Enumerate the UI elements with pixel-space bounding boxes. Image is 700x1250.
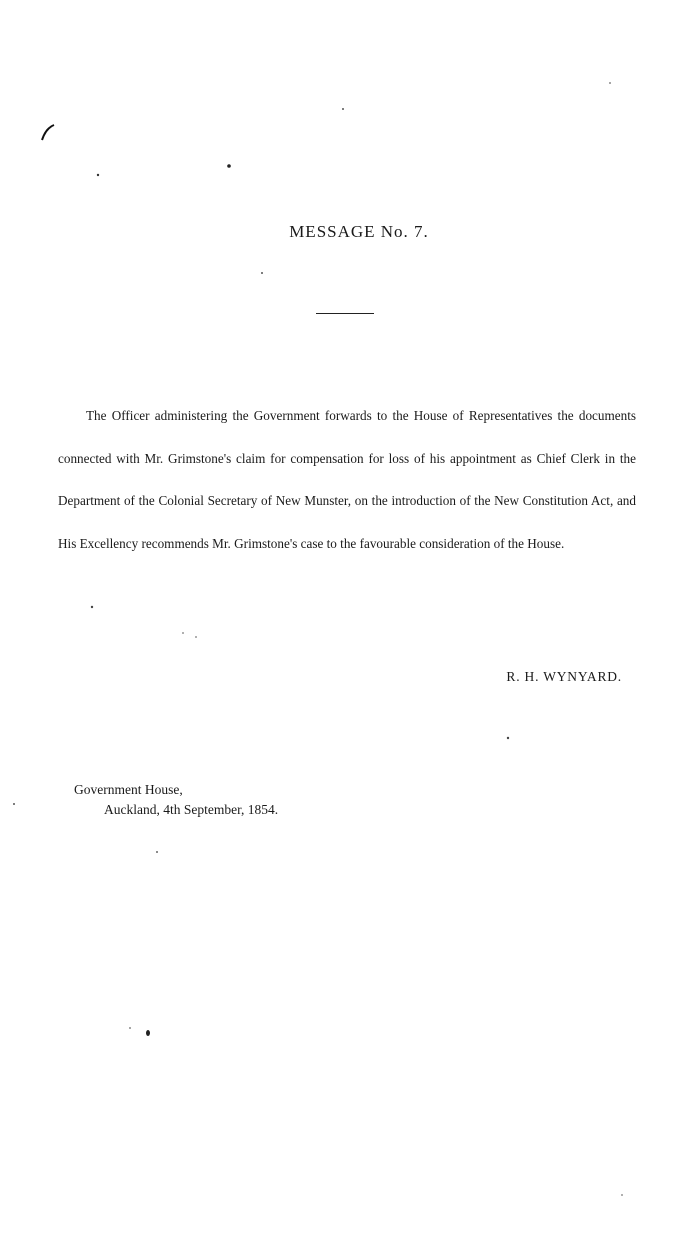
message-title: MESSAGE No. 7. <box>289 222 429 241</box>
sender-address <box>74 780 278 820</box>
address-line-2: Auckland, 4th September, 1854. <box>104 802 279 817</box>
message-body: The Officer administering the Government forwards to the House of Representatives the documents connected with Mr. Grimstone's claim for compensation for loss of his appointment as Chief Clerk in the Department of the Colonial Secretary of New Munster, on the introduction of the New Constitution Act, and His Excellency recommends Mr. Grimstone's case to the favourable consideration of the House. <box>58 408 636 551</box>
signature: R. H. WYNYARD. <box>506 669 622 684</box>
address-line-1: Government House, <box>74 782 183 797</box>
title-divider <box>316 313 374 314</box>
